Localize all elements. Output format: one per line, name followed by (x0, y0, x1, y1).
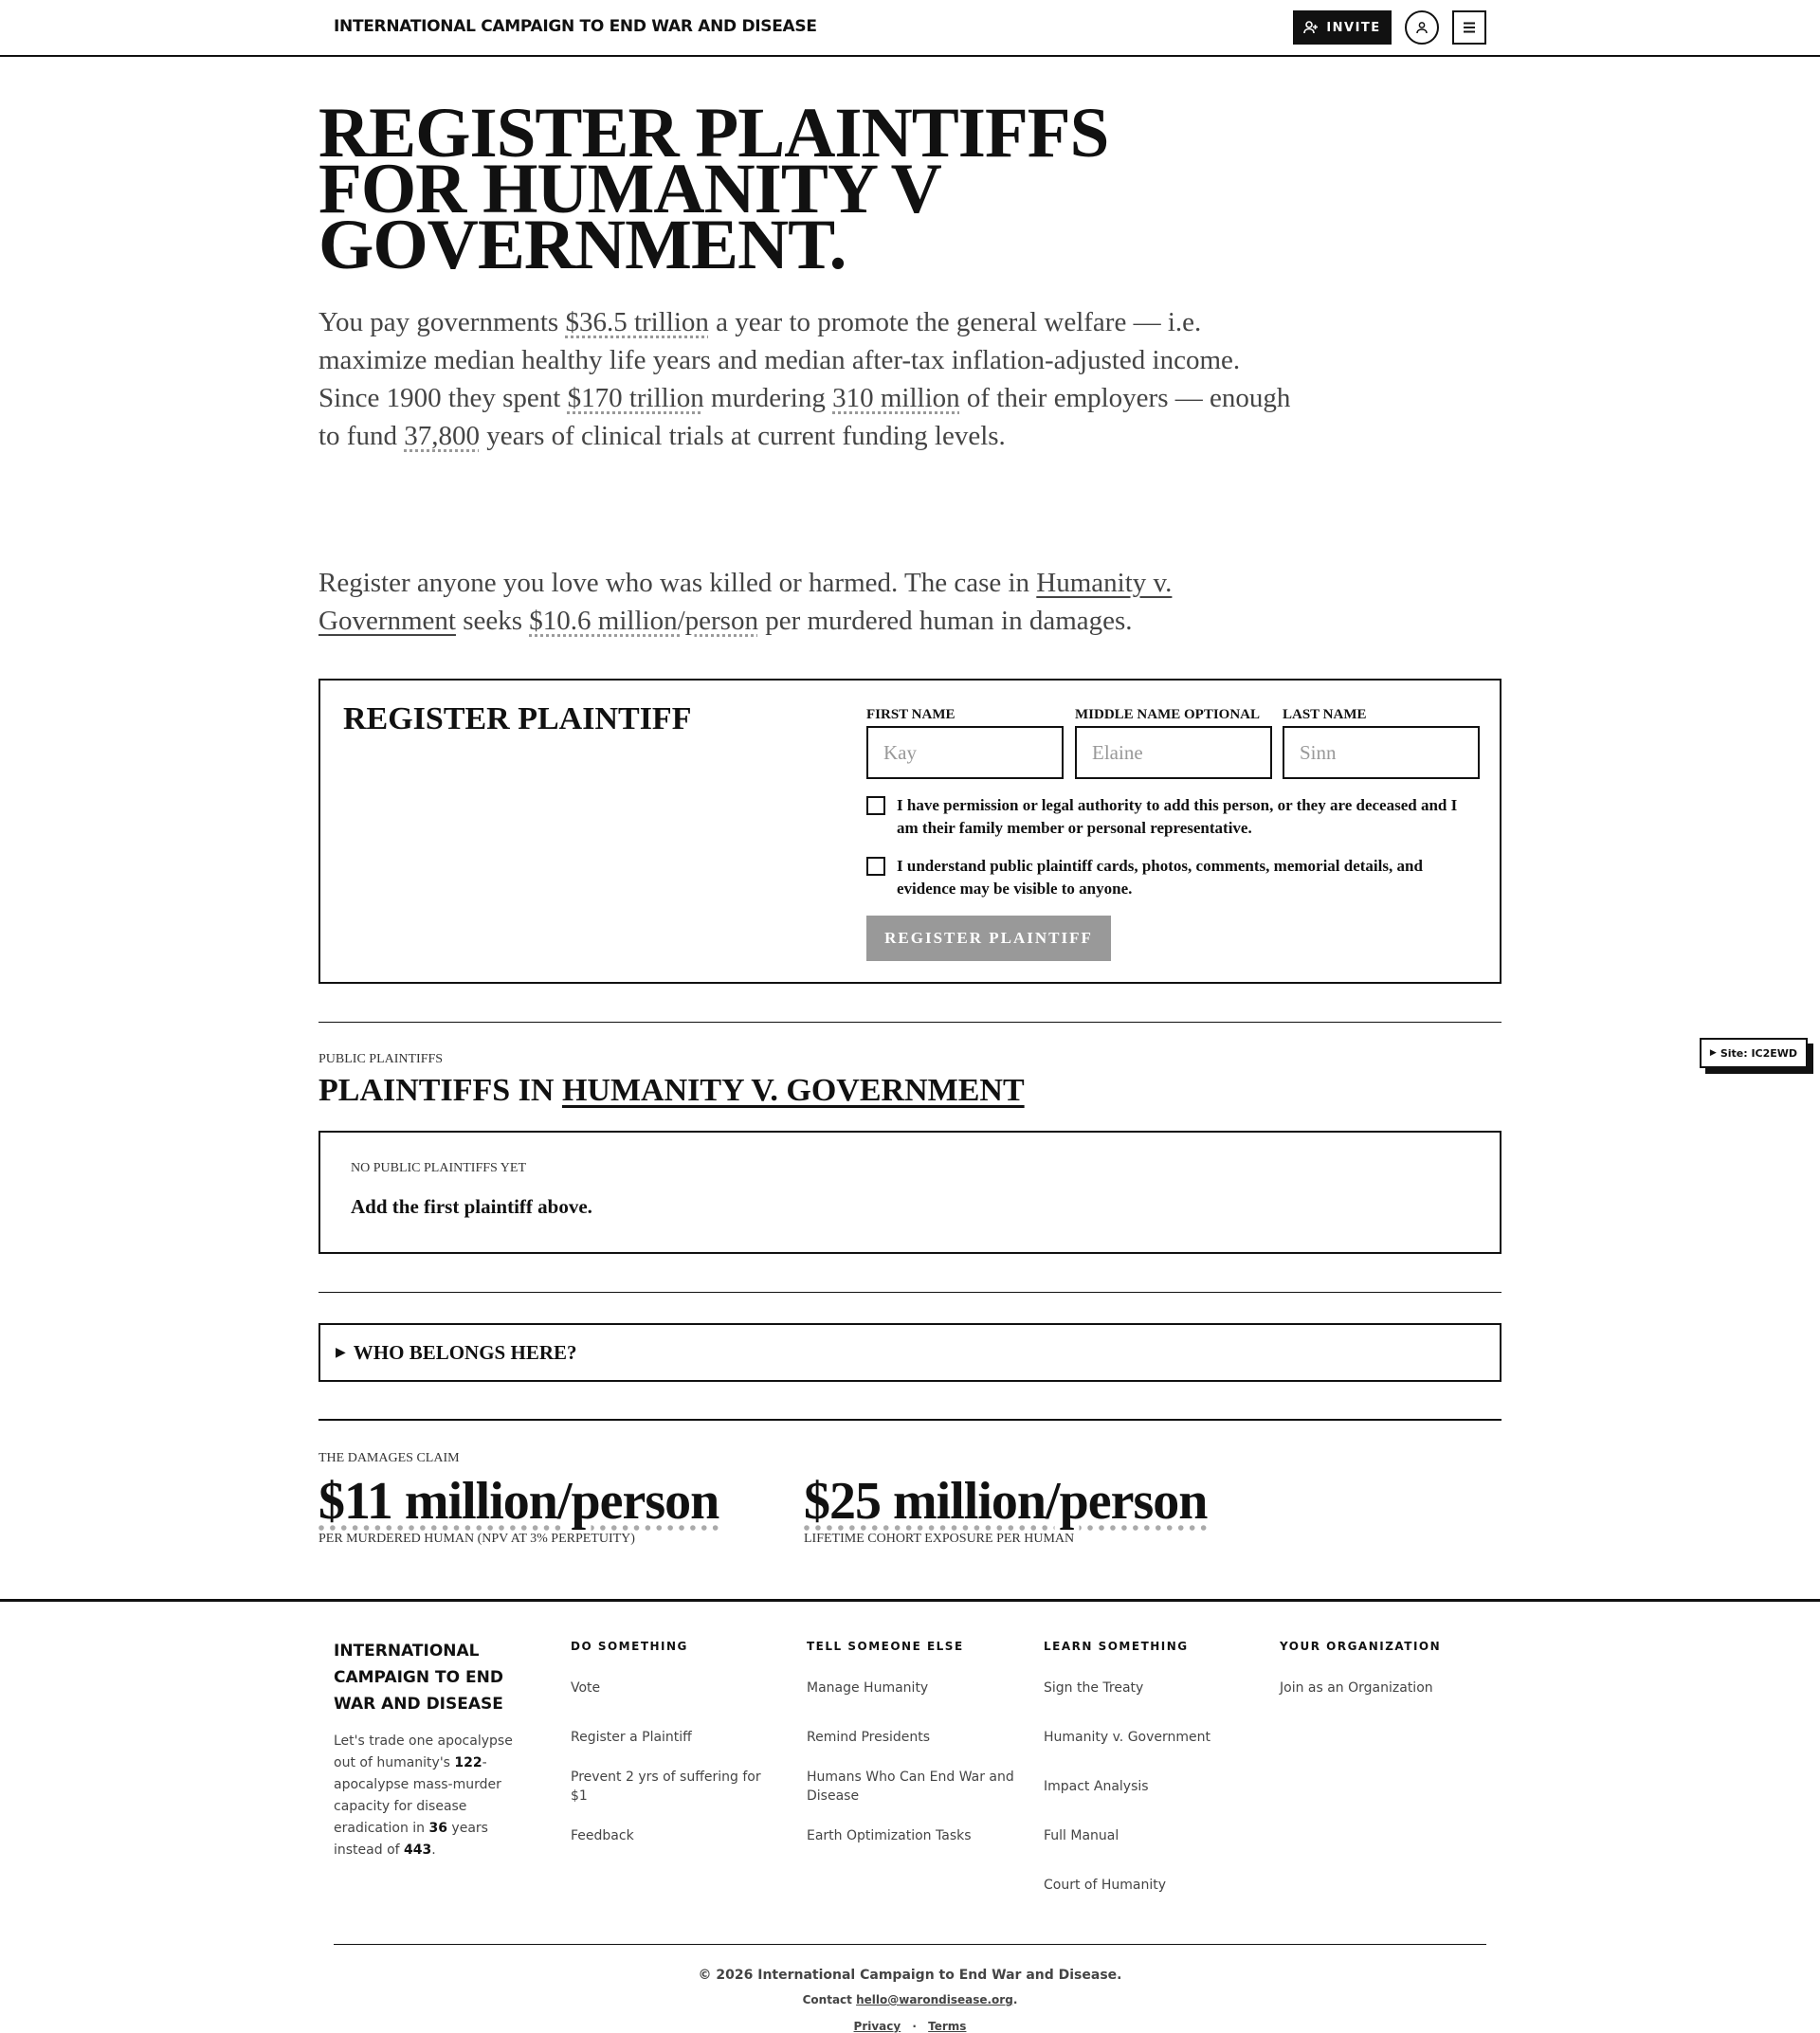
stat-war-spending[interactable]: $170 trillion (567, 383, 704, 413)
plaintiffs-eyebrow: PUBLIC PLAINTIFFS (318, 1052, 444, 1066)
tagline-text: years instead of (334, 1821, 488, 1858)
tagline-number: 443 (404, 1842, 432, 1858)
footer-link-impact-analysis[interactable]: Impact Analysis (1044, 1779, 1149, 1794)
menu-button[interactable] (1452, 10, 1486, 45)
intro-text: years of clinical trials at current funding levels. (479, 421, 1006, 451)
legal-separator: · (912, 2020, 917, 2033)
footer-link-humanity-v-government[interactable]: Humanity v. Government (1044, 1730, 1211, 1745)
top-actions (1293, 10, 1486, 45)
menu-icon (1463, 22, 1476, 33)
contact-text: Contact (802, 1993, 857, 2006)
register-paragraph (318, 564, 1304, 640)
tagline-number: 36 (428, 1821, 447, 1836)
invite-button[interactable] (1293, 10, 1392, 45)
footer-col-tell-someone (807, 1640, 1015, 1653)
privacy-link[interactable]: Privacy (853, 2020, 901, 2033)
empty-state-text: Add the first plaintiff above. (351, 1195, 592, 1218)
site-brand[interactable]: INTERNATIONAL CAMPAIGN TO END WAR AND DISEASE (334, 17, 817, 36)
first-name-input[interactable] (866, 726, 1064, 779)
visibility-checkbox-row (866, 855, 1464, 900)
plaintiffs-title (318, 1073, 1025, 1109)
footer-col-do-something (571, 1640, 779, 1653)
register-text: seeks (455, 606, 530, 636)
register-text: Register anyone you love who was killed or harmed. The case in (318, 568, 1037, 598)
stat-trial-years[interactable]: 37,800 (404, 421, 480, 451)
damages-value-npv[interactable]: $11 million/person (318, 1472, 719, 1531)
footer-link-full-manual[interactable]: Full Manual (1044, 1828, 1119, 1843)
site-badge-label: Site: IC2EWD (1720, 1046, 1798, 1060)
footer-col-your-organization (1280, 1640, 1488, 1653)
divider (318, 1292, 1502, 1293)
terms-link[interactable]: Terms (928, 2020, 967, 2033)
intro-text: murdering (703, 383, 833, 413)
plaintiffs-case-link[interactable]: HUMANITY V. GOVERNMENT (561, 1073, 1025, 1108)
account-button[interactable] (1405, 10, 1439, 45)
last-name-input[interactable] (1283, 726, 1480, 779)
stat-budget[interactable]: $36.5 trillion (565, 307, 709, 337)
intro-text: of their employers — enough to fund (318, 383, 1291, 451)
triangle-right-icon: ▶ (336, 1345, 346, 1360)
tagline-text: . (431, 1842, 436, 1858)
divider (318, 1022, 1502, 1023)
register-text: per murdered human in damages. (757, 606, 1133, 636)
stat-deaths[interactable]: 310 million (832, 383, 960, 413)
legal-links (0, 2020, 1820, 2033)
page-title (318, 94, 1172, 284)
stat-damages[interactable]: $10.6 million/person (529, 606, 758, 636)
footer-link-sign-treaty[interactable]: Sign the Treaty (1044, 1680, 1144, 1696)
invite-label: INVITE (1326, 20, 1381, 35)
first-name-label: FIRST NAME (866, 707, 956, 722)
tagline-text: Let's trade one apocalypse out of humanity's (334, 1733, 513, 1770)
middle-name-label: MIDDLE NAME OPTIONAL (1075, 707, 1261, 722)
title-line-1: REGISTER PLAINTIFFS (318, 94, 1109, 172)
last-name-label: LAST NAME (1283, 707, 1367, 722)
contact-text: . (1012, 1993, 1018, 2006)
footer-heading: LEARN SOMETHING (1044, 1640, 1189, 1653)
intro-text: You pay governments (318, 307, 566, 337)
middle-name-input[interactable] (1075, 726, 1272, 779)
contact-email-link[interactable]: hello@warondisease.org (856, 1993, 1013, 2006)
permission-checkbox-row (866, 794, 1464, 840)
damages-caption-npv: PER MURDERED HUMAN (NPV AT 3% PERPETUITY) (318, 1532, 635, 1546)
footer-link-remind-presidents[interactable]: Remind Presidents (807, 1730, 931, 1745)
register-plaintiff-form (318, 679, 1502, 984)
empty-state-label: NO PUBLIC PLAINTIFFS YET (351, 1161, 526, 1175)
footer-col-learn-something (1044, 1640, 1252, 1653)
footer-heading: TELL SOMEONE ELSE (807, 1640, 964, 1653)
visibility-checkbox[interactable] (866, 857, 885, 876)
damages-eyebrow: THE DAMAGES CLAIM (318, 1451, 460, 1465)
damages-caption-lifetime: LIFETIME COHORT EXPOSURE PER HUMAN (804, 1532, 1075, 1546)
register-plaintiff-button[interactable]: REGISTER PLAINTIFF (866, 916, 1111, 961)
top-nav (0, 0, 1820, 57)
footer-heading: YOUR ORGANIZATION (1280, 1640, 1442, 1653)
intro-paragraph (318, 303, 1304, 455)
footer-heading: DO SOMETHING (571, 1640, 688, 1653)
footer-bottom-divider (334, 1944, 1486, 1945)
copyright: © 2026 International Campaign to End War and Disease. (698, 1968, 1122, 1983)
intro-text: a year to promote the general welfare — i.e. maximize median healthy life years and median after-tax inflation-adjusted income. Since 1900 they spent (318, 307, 1241, 413)
footer-link-feedback[interactable]: Feedback (571, 1828, 634, 1843)
footer-link-court-of-humanity[interactable]: Court of Humanity (1044, 1878, 1167, 1893)
form-title: REGISTER PLAINTIFF (343, 701, 692, 736)
user-plus-icon (1303, 20, 1319, 35)
footer-contact (0, 1993, 1820, 2006)
permission-checkbox[interactable] (866, 796, 885, 815)
plaintiffs-empty-state (318, 1131, 1502, 1254)
footer-brand: INTERNATIONAL CAMPAIGN TO END WAR AND DISEASE (334, 1642, 503, 1714)
who-belongs-label: WHO BELONGS HERE? (353, 1340, 577, 1364)
permission-checkbox-label: I have permission or legal authority to add this person, or they are deceased and I am their family member or personal representative. (897, 796, 1458, 837)
tagline-number: 122 (454, 1755, 482, 1770)
footer-link-manage-humanity[interactable]: Manage Humanity (807, 1680, 929, 1696)
damages-value-lifetime[interactable]: $25 million/person (804, 1472, 1208, 1531)
visibility-checkbox-label: I understand public plaintiff cards, photos, comments, memorial details, and evidence may be visible to anyone. (897, 857, 1423, 898)
divider (318, 1419, 1502, 1421)
footer-link-humans-who-can[interactable]: Humans Who Can End War and Disease (807, 1770, 1014, 1804)
site-badge[interactable] (1700, 1038, 1808, 1068)
plaintiffs-title-text: PLAINTIFFS IN (318, 1073, 562, 1108)
who-belongs-disclosure[interactable] (318, 1323, 1502, 1382)
footer-link-earth-optimization[interactable]: Earth Optimization Tasks (807, 1828, 972, 1843)
user-icon (1415, 21, 1429, 34)
footer-tagline (334, 1731, 533, 1861)
title-line-2: FOR HUMANITY V (318, 150, 941, 228)
triangle-right-icon: ▶ (1709, 1048, 1717, 1058)
tagline-text: -apocalypse mass-murder capacity for disease eradication in (334, 1755, 501, 1836)
footer-link-prevent-suffering[interactable]: Prevent 2 yrs of suffering for $1 (571, 1770, 761, 1804)
title-line-3: GOVERNMENT. (318, 206, 846, 284)
footer-link-vote[interactable]: Vote (571, 1680, 601, 1696)
footer-link-register-plaintiff[interactable]: Register a Plaintiff (571, 1730, 692, 1745)
footer-link-join-organization[interactable]: Join as an Organization (1280, 1680, 1433, 1696)
case-link[interactable]: Humanity v. Government (318, 568, 1173, 636)
footer-divider (0, 1599, 1820, 1602)
